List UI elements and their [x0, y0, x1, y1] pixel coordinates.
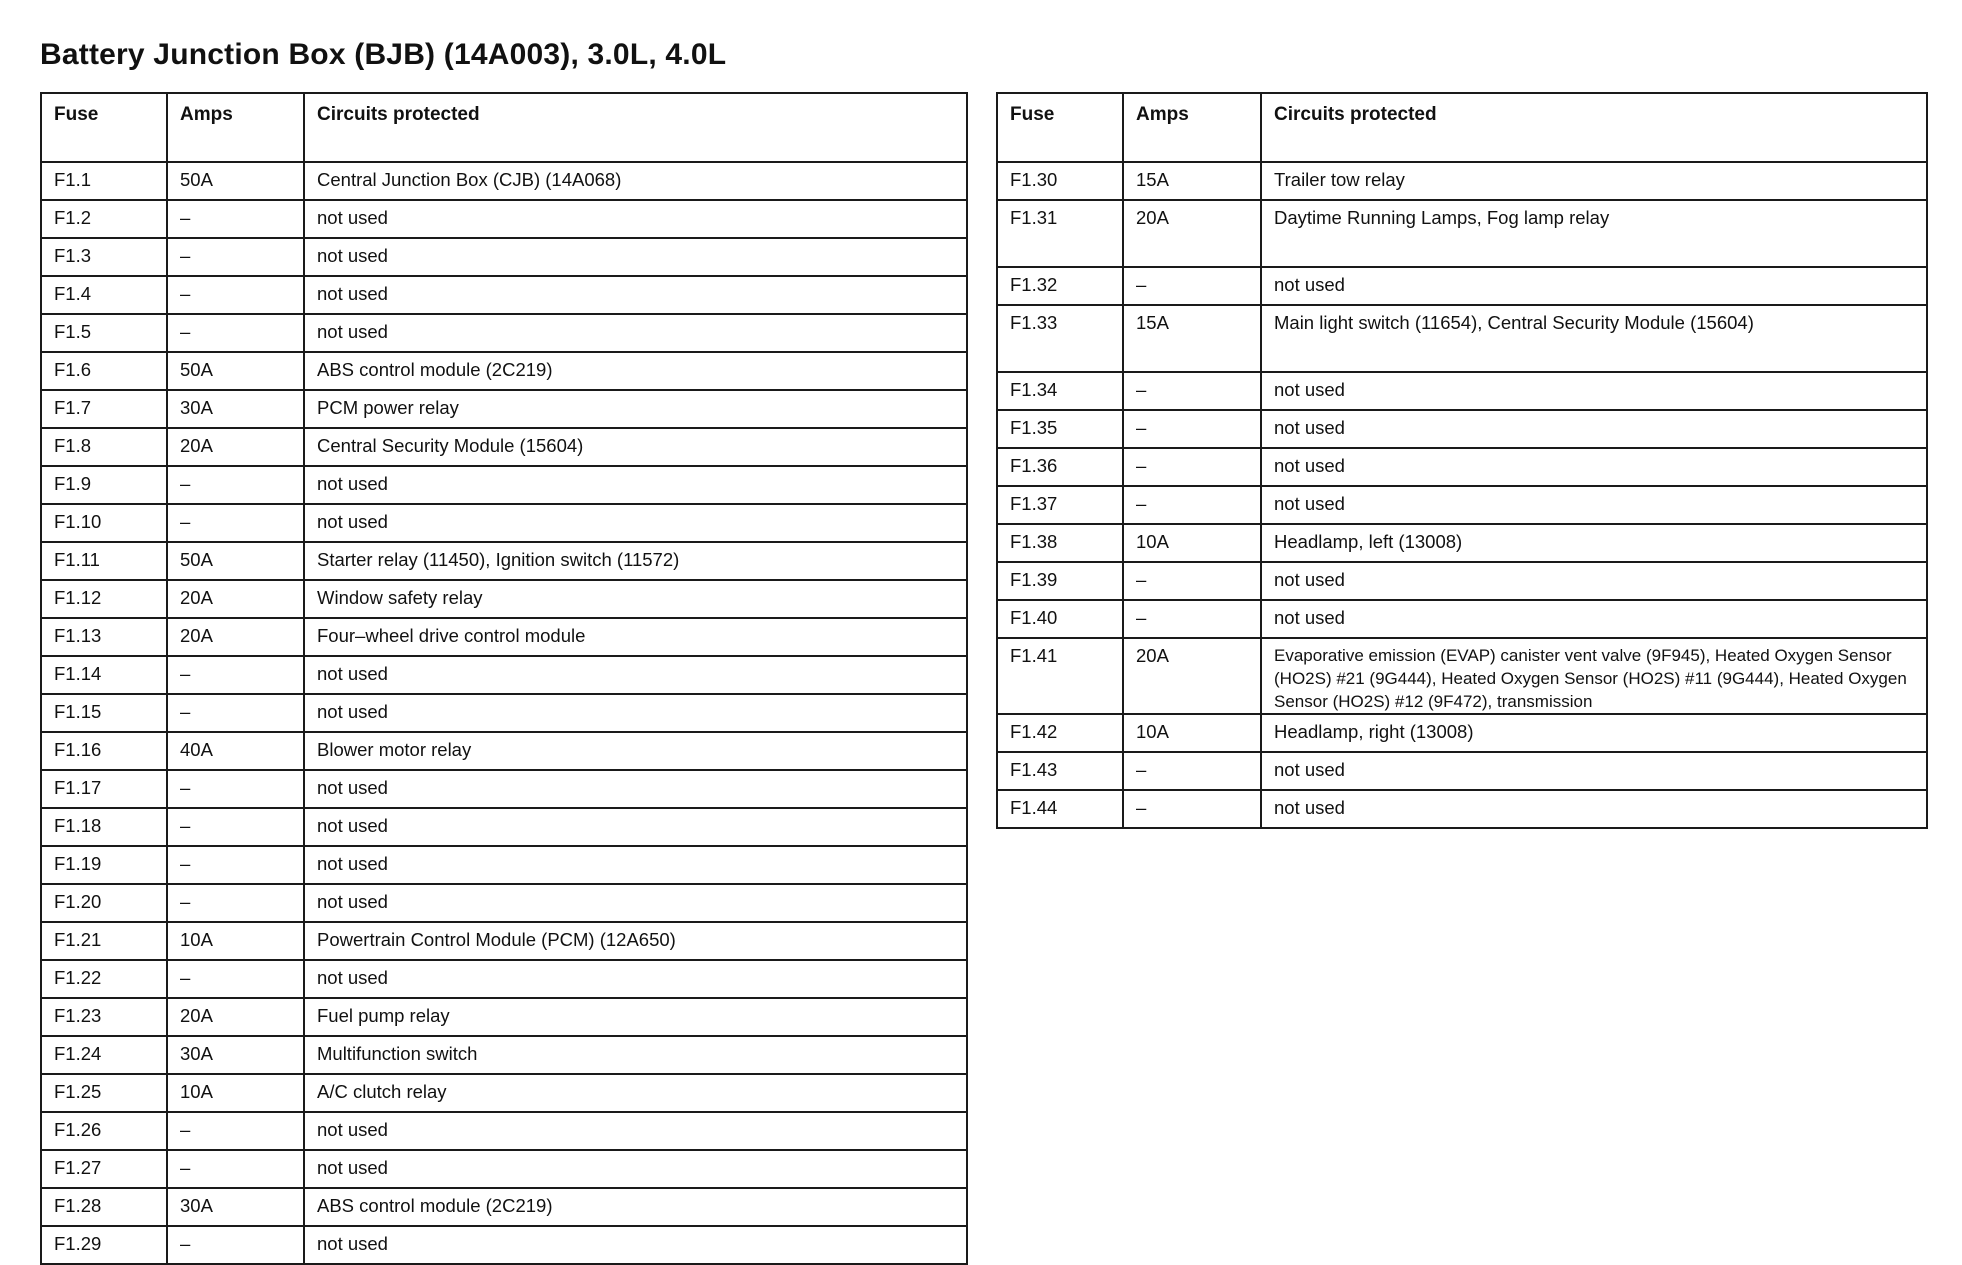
- amps-cell: –: [167, 846, 304, 884]
- circuits-cell: not used: [304, 466, 967, 504]
- table-row: [41, 1188, 967, 1226]
- fuse-cell: F1.17: [41, 770, 167, 808]
- table-row: [41, 846, 967, 884]
- amps-cell: –: [167, 808, 304, 846]
- circuits-cell: not used: [304, 276, 967, 314]
- table-row: [41, 162, 967, 200]
- fuse-cell: F1.44: [997, 790, 1123, 828]
- amps-cell: –: [167, 504, 304, 542]
- table-row: [41, 656, 967, 694]
- circuits-cell: Trailer tow relay: [1261, 162, 1927, 200]
- table-row: [41, 922, 967, 960]
- circuits-cell: Starter relay (11450), Ignition switch (11572): [304, 542, 967, 580]
- amps-cell: –: [167, 276, 304, 314]
- circuits-cell: Powertrain Control Module (PCM) (12A650): [304, 922, 967, 960]
- circuits-cell: Central Security Module (15604): [304, 428, 967, 466]
- fuse-cell: F1.26: [41, 1112, 167, 1150]
- table-header-row: [997, 93, 1927, 162]
- fuse-cell: F1.36: [997, 448, 1123, 486]
- circuits-cell: not used: [1261, 752, 1927, 790]
- fuse-cell: F1.25: [41, 1074, 167, 1112]
- amps-cell: –: [167, 314, 304, 352]
- amps-cell: 30A: [167, 390, 304, 428]
- circuits-cell: not used: [1261, 486, 1927, 524]
- circuits-cell: Four–wheel drive control module: [304, 618, 967, 656]
- amps-cell: –: [167, 960, 304, 998]
- circuits-cell: not used: [304, 1112, 967, 1150]
- circuits-cell: not used: [304, 694, 967, 732]
- circuits-cell: not used: [1261, 448, 1927, 486]
- circuits-cell: Evaporative emission (EVAP) canister vent valve (9F945), Heated Oxygen Sensor (HO2S) #21 (9G444), Heated Oxygen Sensor (HO2S) #11 (9G444), Heated Oxygen Sensor (HO2S) #12 (9F472), transmission: [1261, 638, 1927, 714]
- circuits-cell: ABS control module (2C219): [304, 1188, 967, 1226]
- table-row: [41, 1226, 967, 1264]
- amps-cell: 20A: [167, 998, 304, 1036]
- fuse-cell: F1.3: [41, 238, 167, 276]
- table-header-row: [41, 93, 967, 162]
- fuse-cell: F1.14: [41, 656, 167, 694]
- circuits-cell: Daytime Running Lamps, Fog lamp relay: [1261, 200, 1927, 267]
- table-row: [997, 486, 1927, 524]
- amps-cell: –: [1123, 372, 1261, 410]
- amps-cell: 10A: [1123, 524, 1261, 562]
- fuse-table-left: [40, 92, 968, 1265]
- column-header-circuits: Circuits protected: [1261, 93, 1927, 162]
- table-row: [41, 1112, 967, 1150]
- column-header-amps: Amps: [1123, 93, 1261, 162]
- amps-cell: 50A: [167, 352, 304, 390]
- fuse-cell: F1.35: [997, 410, 1123, 448]
- amps-cell: –: [167, 1226, 304, 1264]
- fuse-cell: F1.8: [41, 428, 167, 466]
- fuse-cell: F1.29: [41, 1226, 167, 1264]
- fuse-cell: F1.20: [41, 884, 167, 922]
- circuits-cell: not used: [304, 1150, 967, 1188]
- fuse-cell: F1.37: [997, 486, 1123, 524]
- amps-cell: 20A: [167, 580, 304, 618]
- table-row: [997, 600, 1927, 638]
- amps-cell: 20A: [167, 428, 304, 466]
- table-row: [997, 524, 1927, 562]
- table-row: [41, 618, 967, 656]
- circuits-cell: not used: [304, 504, 967, 542]
- fuse-cell: F1.22: [41, 960, 167, 998]
- fuse-cell: F1.18: [41, 808, 167, 846]
- fuse-cell: F1.32: [997, 267, 1123, 305]
- amps-cell: –: [167, 1150, 304, 1188]
- table-row: [997, 410, 1927, 448]
- page-title: Battery Junction Box (BJB) (14A003), 3.0L, 4.0L: [40, 38, 727, 71]
- circuits-cell: A/C clutch relay: [304, 1074, 967, 1112]
- column-header-fuse: Fuse: [997, 93, 1123, 162]
- amps-cell: –: [167, 884, 304, 922]
- table-row: [997, 305, 1927, 372]
- fuse-cell: F1.27: [41, 1150, 167, 1188]
- fuse-cell: F1.15: [41, 694, 167, 732]
- table-row: [41, 998, 967, 1036]
- fuse-cell: F1.24: [41, 1036, 167, 1074]
- fuse-cell: F1.33: [997, 305, 1123, 372]
- fuse-cell: F1.41: [997, 638, 1123, 714]
- amps-cell: –: [1123, 600, 1261, 638]
- circuits-cell: not used: [1261, 790, 1927, 828]
- amps-cell: –: [167, 1112, 304, 1150]
- fuse-cell: F1.5: [41, 314, 167, 352]
- amps-cell: –: [167, 656, 304, 694]
- amps-cell: 10A: [167, 1074, 304, 1112]
- fuse-cell: F1.34: [997, 372, 1123, 410]
- table-row: [997, 638, 1927, 714]
- amps-cell: 20A: [1123, 638, 1261, 714]
- circuits-cell: not used: [304, 846, 967, 884]
- fuse-cell: F1.19: [41, 846, 167, 884]
- circuits-cell: Fuel pump relay: [304, 998, 967, 1036]
- fuse-cell: F1.23: [41, 998, 167, 1036]
- amps-cell: 40A: [167, 732, 304, 770]
- table-row: [41, 276, 967, 314]
- fuse-cell: F1.12: [41, 580, 167, 618]
- amps-cell: –: [167, 466, 304, 504]
- amps-cell: –: [167, 238, 304, 276]
- fuse-cell: F1.39: [997, 562, 1123, 600]
- fuse-cell: F1.11: [41, 542, 167, 580]
- fuse-cell: F1.28: [41, 1188, 167, 1226]
- amps-cell: 30A: [167, 1188, 304, 1226]
- circuits-cell: not used: [1261, 600, 1927, 638]
- column-header-fuse: Fuse: [41, 93, 167, 162]
- column-header-circuits: Circuits protected: [304, 93, 967, 162]
- table-row: [41, 808, 967, 846]
- circuits-cell: not used: [304, 770, 967, 808]
- circuits-cell: not used: [1261, 267, 1927, 305]
- circuits-cell: ABS control module (2C219): [304, 352, 967, 390]
- table-row: [41, 200, 967, 238]
- circuits-cell: not used: [1261, 562, 1927, 600]
- table-row: [997, 752, 1927, 790]
- fuse-cell: F1.30: [997, 162, 1123, 200]
- fuse-cell: F1.31: [997, 200, 1123, 267]
- table-row: [41, 1036, 967, 1074]
- circuits-cell: not used: [1261, 410, 1927, 448]
- amps-cell: 15A: [1123, 162, 1261, 200]
- table-row: [997, 714, 1927, 752]
- table-row: [41, 580, 967, 618]
- table-row: [41, 504, 967, 542]
- amps-cell: –: [1123, 486, 1261, 524]
- fuse-cell: F1.13: [41, 618, 167, 656]
- circuits-cell: not used: [304, 1226, 967, 1264]
- circuits-cell: Main light switch (11654), Central Security Module (15604): [1261, 305, 1927, 372]
- amps-cell: –: [167, 694, 304, 732]
- table-row: [997, 372, 1927, 410]
- amps-cell: –: [1123, 410, 1261, 448]
- amps-cell: –: [1123, 752, 1261, 790]
- table-row: [997, 267, 1927, 305]
- fuse-cell: F1.9: [41, 466, 167, 504]
- amps-cell: 30A: [167, 1036, 304, 1074]
- table-row: [41, 770, 967, 808]
- table-row: [997, 790, 1927, 828]
- table-row: [41, 428, 967, 466]
- fuse-cell: F1.16: [41, 732, 167, 770]
- amps-cell: –: [167, 200, 304, 238]
- fuse-cell: F1.1: [41, 162, 167, 200]
- table-row: [41, 884, 967, 922]
- fuse-cell: F1.38: [997, 524, 1123, 562]
- table-row: [41, 960, 967, 998]
- table-row: [41, 542, 967, 580]
- table-row: [41, 314, 967, 352]
- fuse-cell: F1.10: [41, 504, 167, 542]
- amps-cell: 15A: [1123, 305, 1261, 372]
- table-row: [997, 162, 1927, 200]
- table-row: [41, 466, 967, 504]
- table-row: [41, 390, 967, 428]
- circuits-cell: Central Junction Box (CJB) (14A068): [304, 162, 967, 200]
- amps-cell: 20A: [1123, 200, 1261, 267]
- circuits-cell: Multifunction switch: [304, 1036, 967, 1074]
- circuits-cell: not used: [304, 200, 967, 238]
- circuits-cell: not used: [304, 808, 967, 846]
- amps-cell: –: [1123, 790, 1261, 828]
- circuits-cell: not used: [304, 960, 967, 998]
- table-row: [41, 1150, 967, 1188]
- amps-cell: 10A: [1123, 714, 1261, 752]
- amps-cell: –: [167, 770, 304, 808]
- circuits-cell: Blower motor relay: [304, 732, 967, 770]
- column-header-amps: Amps: [167, 93, 304, 162]
- table-row: [997, 448, 1927, 486]
- fuse-cell: F1.42: [997, 714, 1123, 752]
- fuse-cell: F1.7: [41, 390, 167, 428]
- circuits-cell: not used: [304, 314, 967, 352]
- table-row: [997, 562, 1927, 600]
- table-row: [997, 200, 1927, 267]
- amps-cell: 50A: [167, 542, 304, 580]
- amps-cell: 10A: [167, 922, 304, 960]
- circuits-cell: Window safety relay: [304, 580, 967, 618]
- circuits-cell: not used: [1261, 372, 1927, 410]
- circuits-cell: not used: [304, 238, 967, 276]
- amps-cell: 20A: [167, 618, 304, 656]
- table-row: [41, 352, 967, 390]
- fuse-cell: F1.2: [41, 200, 167, 238]
- table-row: [41, 694, 967, 732]
- amps-cell: –: [1123, 267, 1261, 305]
- table-row: [41, 732, 967, 770]
- fuse-cell: F1.21: [41, 922, 167, 960]
- circuits-cell: Headlamp, right (13008): [1261, 714, 1927, 752]
- fuse-cell: F1.6: [41, 352, 167, 390]
- circuits-cell: not used: [304, 884, 967, 922]
- table-row: [41, 1074, 967, 1112]
- fuse-cell: F1.43: [997, 752, 1123, 790]
- fuse-cell: F1.4: [41, 276, 167, 314]
- amps-cell: 50A: [167, 162, 304, 200]
- circuits-cell: PCM power relay: [304, 390, 967, 428]
- fuse-cell: F1.40: [997, 600, 1123, 638]
- amps-cell: –: [1123, 448, 1261, 486]
- table-row: [41, 238, 967, 276]
- fuse-table-right: [996, 92, 1928, 829]
- amps-cell: –: [1123, 562, 1261, 600]
- circuits-cell: Headlamp, left (13008): [1261, 524, 1927, 562]
- circuits-cell: not used: [304, 656, 967, 694]
